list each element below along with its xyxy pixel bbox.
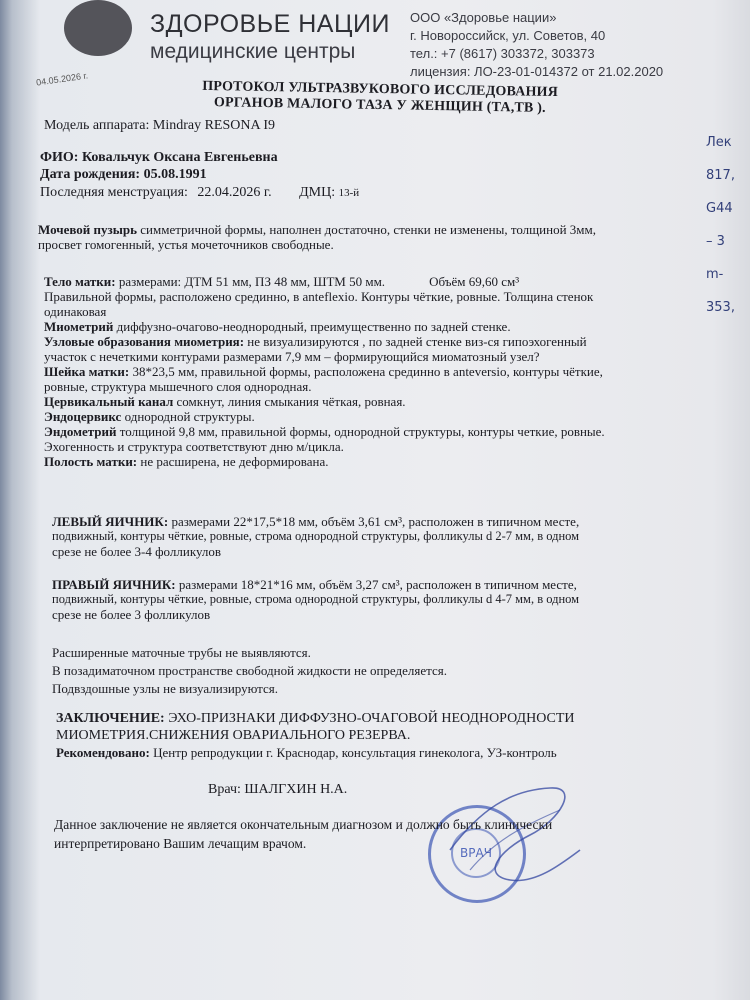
endometrium-label: Эндометрий — [44, 424, 117, 439]
uterus-text1: Правильной формы, расположено срединно, в anteflexio. Контуры чёткие, ровные. Толщина стенок — [44, 289, 594, 304]
tubes-line: Расширенные маточные трубы не выявляются. — [52, 645, 311, 660]
nodes-iliac-line: Подвздошные узлы не визуализируются. — [52, 681, 279, 696]
device-model: Модель аппарата: Mindray RESONA I9 — [44, 118, 275, 133]
clinic-logo — [64, 0, 132, 56]
org-address: г. Новороссийск, ул. Советов, 40 — [410, 28, 606, 43]
protocol-title — [170, 78, 590, 117]
side-note: Лек — [706, 135, 732, 150]
brand-subtitle: медицинские центры — [150, 40, 356, 63]
conclusion-section — [56, 710, 696, 761]
bladder-label: Мочевой пузырь — [38, 222, 138, 237]
dob-value: 05.08.1991 — [143, 167, 207, 182]
uterus-volume: Объём 69,60 см³ — [429, 274, 520, 289]
disclaimer-line1: Данное заключение не является окончательным диагнозом и должно быть клинически — [54, 817, 553, 832]
org-phone: тел.: +7 (8617) 303372, 303373 — [410, 46, 595, 61]
lmp-value: 22.04.2026 г. — [197, 185, 272, 200]
logo-date: 04.05.2026 г. — [35, 70, 89, 88]
myometrium-text: диффузно-очагово-неоднородный, преимущественно по задней стенке. — [116, 319, 511, 334]
stamp-center-text: ВРАЧ — [451, 828, 501, 878]
dmc-label: ДМЦ: — [299, 185, 336, 200]
dmc-value: 13-й — [338, 187, 360, 199]
cervix-text1: 38*23,5 мм, правильной формы, расположена срединно в anteversio, контуры чёткие, — [132, 364, 603, 379]
fluid-line: В позадиматочном пространстве свободной жидкости не определяется. — [52, 663, 447, 678]
doctor-line: Врач: ШАЛГХИН Н.А. — [208, 782, 348, 797]
side-note: m- — [706, 267, 724, 282]
nodes-text1: не визуализируются , по задней стенке виз-ся гипоэхогенный — [247, 334, 587, 349]
conclusion-text2: МИОМЕТРИЯ.СНИЖЕНИЯ ОВАРИАЛЬНОГО РЕЗЕРВА. — [56, 728, 411, 743]
patient-name: Ковальчук Оксана Евгеньевна — [81, 150, 278, 165]
dob-label: Дата рождения: — [40, 167, 141, 182]
lmp-row — [40, 185, 359, 201]
org-name: ООО «Здоровье нации» — [410, 10, 557, 25]
nodes-text2: участок с нечеткими контурами размерами 7,9 мм – формирующийся миоматозный узел? — [44, 349, 540, 364]
bladder-section — [38, 222, 698, 252]
right-ovary-label: ПРАВЫЙ ЯИЧНИК: — [52, 577, 176, 592]
bladder-text1: симметричной формы, наполнен достаточно, стенки не изменены, толщиной 3мм, — [140, 222, 596, 237]
right-ovary-text1: размерами 18*21*16 мм, объём 3,27 см³, расположен в типичном месте, — [178, 577, 577, 592]
left-ovary-text3: срезе не более 3-4 фолликулов — [52, 544, 221, 559]
cervix-text2: ровные, структура мышечного слоя однородная. — [44, 379, 312, 394]
myometrium-label: Миометрий — [44, 319, 114, 334]
left-ovary-text2: подвижный, контуры чёткие, ровные, строма однородной структуры, фолликулы d 2-7 мм, в одном — [52, 529, 580, 543]
side-note: – 3 — [706, 234, 725, 249]
endometrium-text1: толщиной 9,8 мм, правильной формы, однородной структуры, контуры четкие, ровные. — [119, 424, 605, 439]
brand-title: ЗДОРОВЬЕ НАЦИИ — [150, 10, 390, 38]
right-ovary-text3: срезе не более 3 фолликулов — [52, 607, 211, 622]
lmp-label: Последняя менструация: — [40, 185, 188, 200]
conclusion-text1: ЭХО-ПРИЗНАКИ ДИФФУЗНО-ОЧАГОВОЙ НЕОДНОРОДНОСТИ — [168, 711, 575, 726]
endocervix-label: Эндоцервикс — [44, 409, 122, 424]
protocol-title-line2: ОРГАНОВ МАЛОГО ТАЗА У ЖЕНЩИН (ТА,ТВ ). — [213, 95, 546, 116]
left-ovary-text1: размерами 22*17,5*18 мм, объём 3,61 см³, расположен в типичном месте, — [171, 514, 580, 529]
nodes-label: Узловые образования миометрия: — [44, 334, 245, 349]
endometrium-text2: Эхогенность и структура соответствуют дню м/цикла. — [44, 439, 344, 454]
disclaimer — [54, 815, 694, 853]
uterus-section — [44, 274, 684, 469]
right-ovary-section — [52, 577, 692, 622]
side-note: 353, — [706, 300, 735, 315]
uterus-label: Тело матки: — [44, 274, 116, 289]
org-license: лицензия: ЛО-23-01-014372 от 21.02.2020 — [410, 64, 664, 79]
org-info — [410, 9, 663, 81]
cervix-label: Шейка матки: — [44, 364, 130, 379]
dob-row — [40, 167, 207, 183]
cavity-text: не расширена, не деформирована. — [140, 454, 329, 469]
uterus-text2: одинаковая — [44, 304, 107, 319]
endocervix-text: однородной структуры. — [124, 409, 255, 424]
bladder-text2: просвет гомогенный, устья мочеточников свободные. — [38, 237, 334, 252]
recommendation-text: Центр репродукции г. Краснодар, консультация гинеколога, УЗ-контроль — [153, 745, 557, 760]
left-ovary-section — [52, 514, 692, 559]
side-note: 817, — [706, 168, 735, 183]
recommendation-label: Рекомендовано: — [56, 745, 150, 760]
canal-text: сомкнут, линия смыкания чёткая, ровная. — [176, 394, 406, 409]
disclaimer-line2: интерпретировано Вашим лечащим врачом. — [54, 836, 307, 851]
uterus-dims: размерами: ДТМ 51 мм, ПЗ 48 мм, ШТМ 50 мм. — [118, 274, 386, 289]
conclusion-label: ЗАКЛЮЧЕНИЕ: — [56, 711, 165, 726]
canal-label: Цервикальный канал — [44, 394, 174, 409]
cavity-label: Полость матки: — [44, 454, 138, 469]
other-findings — [52, 644, 692, 698]
protocol-title-line1: ПРОТОКОЛ УЛЬТРАЗВУКОВОГО ИССЛЕДОВАНИЯ — [202, 78, 559, 101]
left-ovary-label: ЛЕВЫЙ ЯИЧНИК: — [52, 514, 169, 529]
patient-name-label: ФИО: — [40, 150, 79, 165]
patient-name-row — [40, 150, 278, 166]
right-ovary-text2: подвижный, контуры чёткие, ровные, строма однородной структуры, фолликулы d 4-7 мм, в одном — [52, 592, 580, 606]
handwritten-side-notes — [706, 135, 750, 395]
side-note: G44 — [706, 201, 733, 216]
